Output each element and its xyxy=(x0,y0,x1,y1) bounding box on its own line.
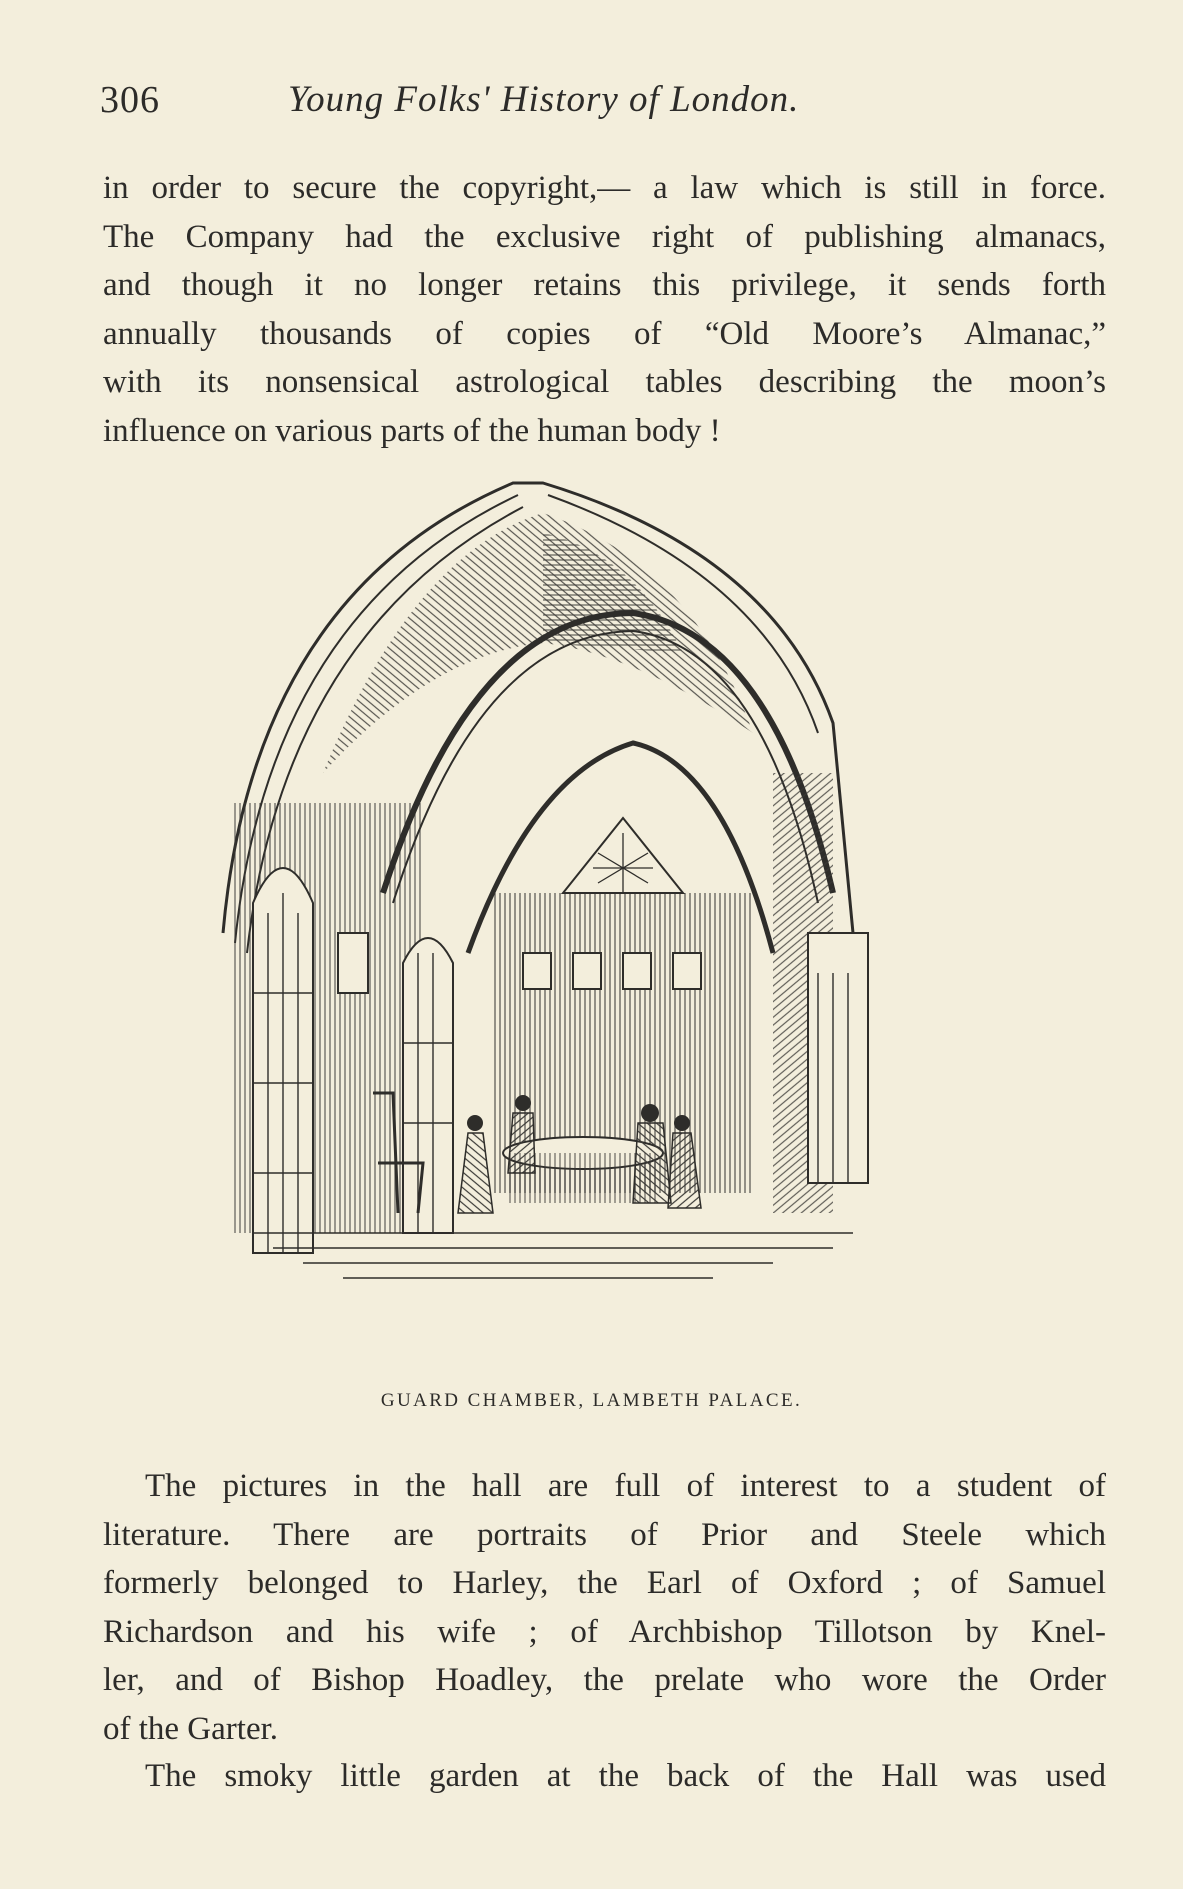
text-line: annually thousands of copies of “Old Moore’s Almanac,” xyxy=(103,315,1106,352)
text-line: The smoky little garden at the back of the Hall was used xyxy=(145,1758,1106,1794)
text-line: formerly belonged to Harley, the Earl of Oxford ; of Samuel xyxy=(103,1565,1106,1601)
figure-caption: GUARD CHAMBER, LAMBETH PALACE. xyxy=(380,1390,803,1411)
paragraph-3 xyxy=(103,1752,1106,1801)
running-title: Young Folks' History of London. xyxy=(288,79,800,120)
illustration-guard-chamber xyxy=(213,473,1003,1383)
page-header xyxy=(100,78,1105,128)
paragraph-2 xyxy=(103,1462,1106,1753)
page-number: 306 xyxy=(100,79,160,121)
text-line: The pictures in the hall are full of interest to a student of xyxy=(145,1468,1106,1504)
engraving-illustration xyxy=(213,473,1003,1383)
text-line: literature. There are portraits of Prior and Steele which xyxy=(103,1516,1106,1553)
text-line: and though it no longer retains this privilege, it sends forth xyxy=(103,267,1106,303)
paragraph-1 xyxy=(103,164,1106,455)
text-line: in order to secure the copyright,— a law which is still in force. xyxy=(103,170,1106,206)
text-line: with its nonsensical astrological tables describing the moon’s xyxy=(103,364,1106,400)
text-line: The Company had the exclusive right of publishing almanacs, xyxy=(103,218,1106,255)
text-line: ler, and of Bishop Hoadley, the prelate who wore the Order xyxy=(103,1662,1106,1698)
text-line: Richardson and his wife ; of Archbishop Tillotson by Knel- xyxy=(103,1613,1106,1650)
text-line: influence on various parts of the human body ! xyxy=(103,412,721,449)
text-line: of the Garter. xyxy=(103,1710,279,1747)
